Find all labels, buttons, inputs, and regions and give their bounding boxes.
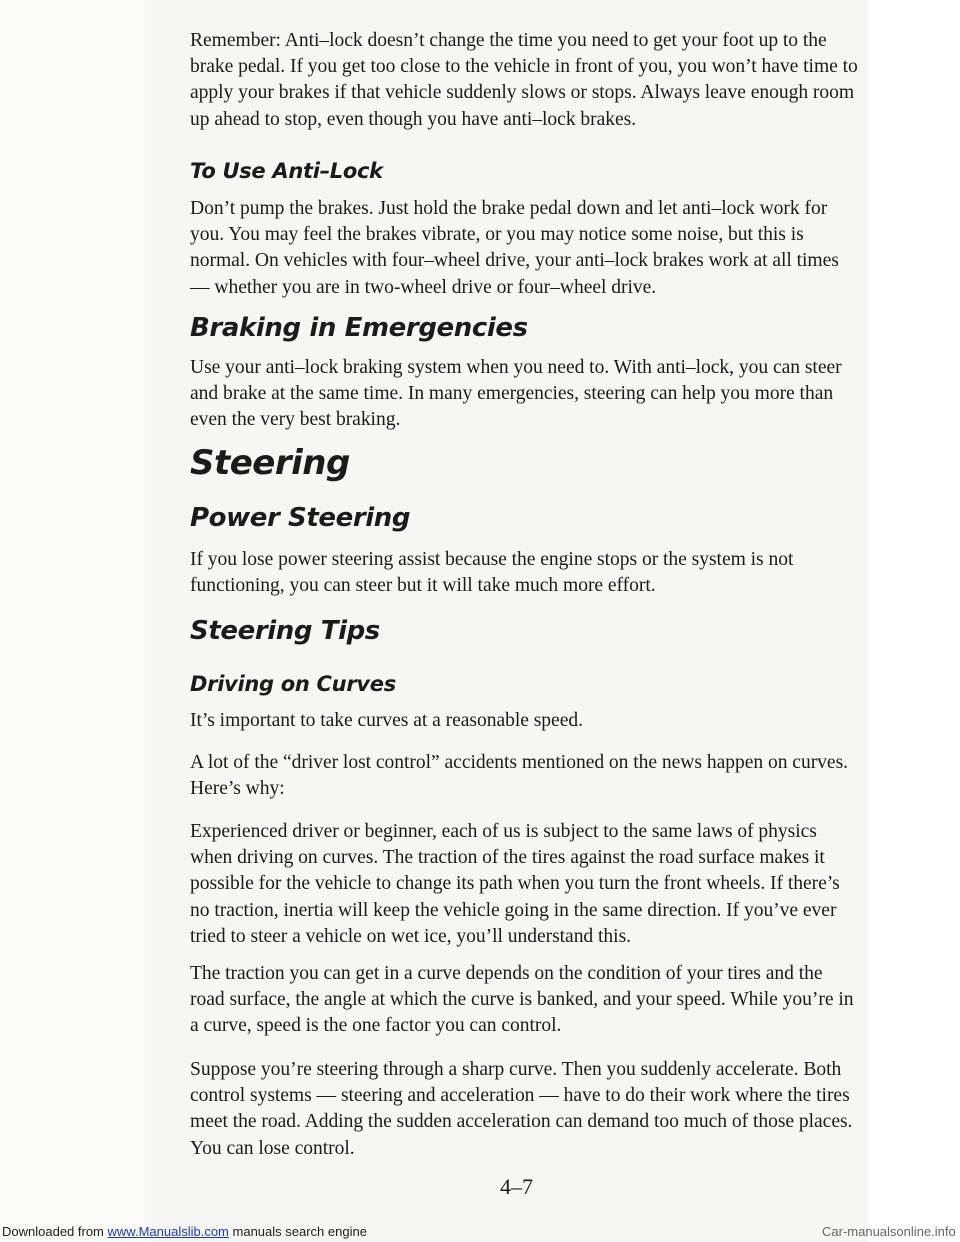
driving-on-curves-heading: Driving on Curves bbox=[190, 672, 396, 696]
footer-suffix: manuals search engine bbox=[232, 1224, 367, 1239]
page-margin-right bbox=[868, 0, 960, 1242]
use-antilock-heading: To Use Anti–Lock bbox=[190, 159, 383, 183]
manualslib-link[interactable]: www.Manualslib.com bbox=[107, 1224, 229, 1239]
footer-prefix: Downloaded from bbox=[2, 1224, 104, 1239]
curves-paragraph-4: The traction you can get in a curve depends on the condition of your tires and the road surface, the angle at which the curve is banked, and your speed. While you’re in a curve, speed is the one factor you can control. bbox=[190, 963, 854, 1037]
steering-tips-heading: Steering Tips bbox=[190, 616, 380, 646]
page-number: 4–7 bbox=[500, 1174, 533, 1199]
steering-heading: Steering bbox=[190, 443, 350, 483]
curves-paragraph-5: Suppose you’re steering through a sharp curve. Then you suddenly accelerate. Both control systems — steering and acceleration — have to do their work where the tires meet the road. Adding the sudden acceleration can demand too much of those places. You can lose control. bbox=[190, 1059, 853, 1159]
use-antilock-paragraph: Don’t pump the brakes. Just hold the brake pedal down and let anti–lock work for you. You may feel the brakes vibrate, or you may notice some noise, but this is normal. On vehicles with four–wheel drive, your anti–lock brakes work at all times –– whether you are in two-wheel drive or four–wheel drive. bbox=[190, 198, 839, 298]
emergencies-paragraph: Use your anti–lock braking system when you need to. With anti–lock, you can steer and brake at the same time. In many emergencies, steering can help you more than even the very best braking. bbox=[190, 357, 842, 431]
download-footer bbox=[2, 1224, 367, 1239]
curves-paragraph-1: It’s important to take curves at a reasonable speed. bbox=[190, 710, 583, 731]
curves-paragraph-3: Experienced driver or beginner, each of us is subject to the same laws of physics when driving on curves. The traction of the tires against the road surface makes it possible for the vehicle to change its path when you turn the front wheels. If there’s no traction, inertia will keep the vehicle going in the same direction. If you’ve ever tried to steer a vehicle on wet ice, you’ll understand this. bbox=[190, 821, 840, 947]
page-margin bbox=[0, 0, 150, 1242]
power-steering-heading: Power Steering bbox=[190, 503, 411, 533]
power-steering-paragraph: If you lose power steering assist because the engine stops or the system is not functioning, you can steer but it will take much more effort. bbox=[190, 549, 794, 597]
watermark-text: Car-manualsonline.info bbox=[822, 1224, 956, 1239]
curves-paragraph-2: A lot of the “driver lost control” accidents mentioned on the news happen on curves. Here’s why: bbox=[190, 752, 848, 800]
intro-paragraph: Remember: Anti–lock doesn’t change the time you need to get your foot up to the brake pedal. If you get too close to the vehicle in front of you, you won’t have time to apply your brakes if that vehicle suddenly slows or stops. Always leave enough room up ahead to stop, even though you have anti–lock brakes. bbox=[190, 30, 858, 130]
braking-emergencies-heading: Braking in Emergencies bbox=[190, 313, 528, 343]
